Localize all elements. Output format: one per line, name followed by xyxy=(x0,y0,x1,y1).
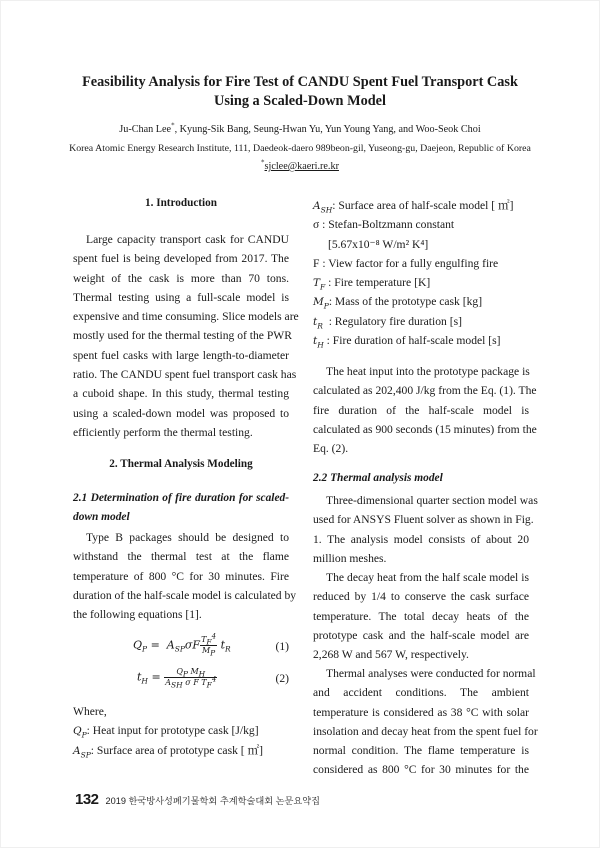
thermal-analyses-paragraph xyxy=(313,664,538,780)
text-line: withstand the thermal test at the flame xyxy=(73,550,289,564)
text-line: temperature of 800 °C for 30 minutes. Fire xyxy=(73,569,289,583)
text-line: 1. The analysis model consists of about 20 xyxy=(313,532,529,546)
section-heading-modeling: 2. Thermal Analysis Modeling xyxy=(109,458,253,470)
text-line: reduced by 1/4 to conserve the cask surface xyxy=(313,590,529,604)
definition-sigma: σ : Stefan-Boltzmann constant xyxy=(313,218,455,232)
text-line: calculated as 202,400 J/kg from the Eq. (1). The xyxy=(313,384,537,398)
text-line: The heat input into the prototype package is xyxy=(326,365,530,378)
section-heading-introduction: 1. Introduction xyxy=(145,197,217,209)
text-line: efficiently perform the thermal testing. xyxy=(73,425,253,439)
page-number: 132 xyxy=(75,791,99,808)
email-link[interactable]: sjclee@kaeri.re.kr xyxy=(264,161,339,172)
text-line: 2.1 Determination of fire duration for scaled- xyxy=(73,492,289,504)
text-line: spent fuel casks with large length-to-diameter xyxy=(73,348,289,362)
paper-title-line-2: Using a Scaled-Down Model xyxy=(214,93,386,109)
text-line: The decay heat from the half scale model is xyxy=(326,571,529,584)
definition-qp: $Q_P$: Heat input for prototype cask [J/kg] xyxy=(73,724,259,740)
fire-duration-paragraph xyxy=(73,528,297,624)
text-line: ratio. The CANDU spent fuel transport cask has xyxy=(73,368,297,382)
heat-input-paragraph xyxy=(313,362,537,458)
text-line: considered as 800 °C for 30 minutes for the xyxy=(313,763,529,777)
text-line: Thermal testing using a full-scale model is xyxy=(73,290,289,304)
text-line: prototype cask and the half-scale model are xyxy=(313,628,529,642)
definition-ash: $A_{SH}$: Surface area of half-scale model [ ㎡] xyxy=(313,199,514,215)
text-line: calculated as 900 seconds (15 minutes) from the xyxy=(313,422,537,436)
text-line: Eq. (2). xyxy=(313,442,349,456)
equation-2 xyxy=(73,667,289,693)
equation-1 xyxy=(73,632,289,661)
text-line: down model xyxy=(73,511,130,524)
text-line: million meshes. xyxy=(313,551,387,565)
equation-2-number: (2) xyxy=(275,672,289,685)
text-line: a cuboid shape. In this study, thermal testing xyxy=(73,387,289,401)
text-line: insolation and decay heat from the spent fuel for xyxy=(313,724,538,738)
paper-title-line-1: Feasibility Analysis for Fire Test of CANDU Spent Fuel Transport Cask xyxy=(82,74,518,90)
definition-mp: $M_P$: Mass of the prototype cask [kg] xyxy=(313,295,483,311)
email-mark: * xyxy=(261,158,265,167)
text-line: Thermal analyses were conducted for normal xyxy=(326,667,536,680)
decay-heat-paragraph xyxy=(313,568,529,664)
definition-sigma-value: [5.67x10⁻⁸ W/m² K⁴] xyxy=(328,237,429,251)
text-line: using a scaled-down model was proposed to xyxy=(73,406,289,420)
text-line: Type B packages should be designed to xyxy=(86,531,289,544)
symbol-definitions-left xyxy=(73,702,289,760)
text-line: Large capacity transport cask for CANDU xyxy=(86,233,289,246)
text-line: and accident conditions. The ambient xyxy=(313,686,529,700)
analysis-model-paragraph xyxy=(313,491,538,568)
proceedings-source: 2019 한국방사성폐기물학회 추계학술대회 논문요약집 xyxy=(105,796,321,806)
co-authors: , Kyung-Sik Bang, Seung-Hwan Yu, Yun Young Yang, and Woo-Seok Choi xyxy=(174,124,481,135)
equation-1-body: $Q_P = A_{SP}\sigma F$ $\frac{TF4}{MP}$ $t_R$ xyxy=(133,632,231,658)
where-label: Where, xyxy=(73,705,107,718)
text-line: temperature. The total decay heats of the xyxy=(313,609,529,623)
first-author: Ju-Chan Lee xyxy=(119,124,172,135)
text-line: Three-dimensional quarter section model was xyxy=(326,494,538,507)
equation-2-body: $t_H$ = $\frac{\text{QP MH}}{\text{ASH σ F TF4}}$ xyxy=(137,667,217,690)
text-line: duration of the half-scale model is calculated by xyxy=(73,588,297,602)
text-line: weight of the cask is more than 70 tons. xyxy=(73,271,289,285)
definition-th: $t_H$ : Fire duration of half-scale model [s] xyxy=(313,334,501,350)
definition-asp: $A_{SP}$: Surface area of prototype cask [ ㎡] xyxy=(73,743,264,759)
subsection-heading-2-2: 2.2 Thermal analysis model xyxy=(313,472,443,484)
symbol-definitions-right xyxy=(313,196,529,350)
text-line: 2,268 W and 567 W, respectively. xyxy=(313,648,469,662)
equation-1-number: (1) xyxy=(275,640,289,653)
text-line: expensive and time consuming. Slice models are xyxy=(73,310,299,324)
text-line: mostly used for the thermal testing of the PWR xyxy=(73,329,292,343)
text-line: used for ANSYS Fluent solver as shown in Fig. xyxy=(313,513,534,527)
contact-email xyxy=(0,160,600,174)
text-line: spent fuel is being developed from 2017. The xyxy=(73,252,289,266)
affiliation: Korea Atomic Energy Research Institute, 111, Daedeok-daero 989beon-gil, Yuseong-gu, Daejeon, Republic of Korea xyxy=(69,143,531,154)
introduction-paragraph xyxy=(73,230,299,442)
definition-f: F : View factor for a fully engulfing fire xyxy=(313,256,499,270)
text-line: temperature is considered as 38 °C with solar xyxy=(313,705,529,719)
text-line: normal condition. The flame temperature is xyxy=(313,744,529,758)
definition-tf: $T_F$ : Fire temperature [K] xyxy=(313,276,431,292)
subsection-heading-2-1 xyxy=(73,489,289,528)
definition-tr: $t_R$ : Regulatory fire duration [s] xyxy=(313,314,462,331)
author-list xyxy=(0,123,600,137)
text-line: the following equations [1]. xyxy=(73,608,202,622)
corresponding-mark: * xyxy=(171,121,175,130)
text-line: fire duration of the half-scale model is xyxy=(313,403,529,417)
page-footer xyxy=(75,791,320,809)
